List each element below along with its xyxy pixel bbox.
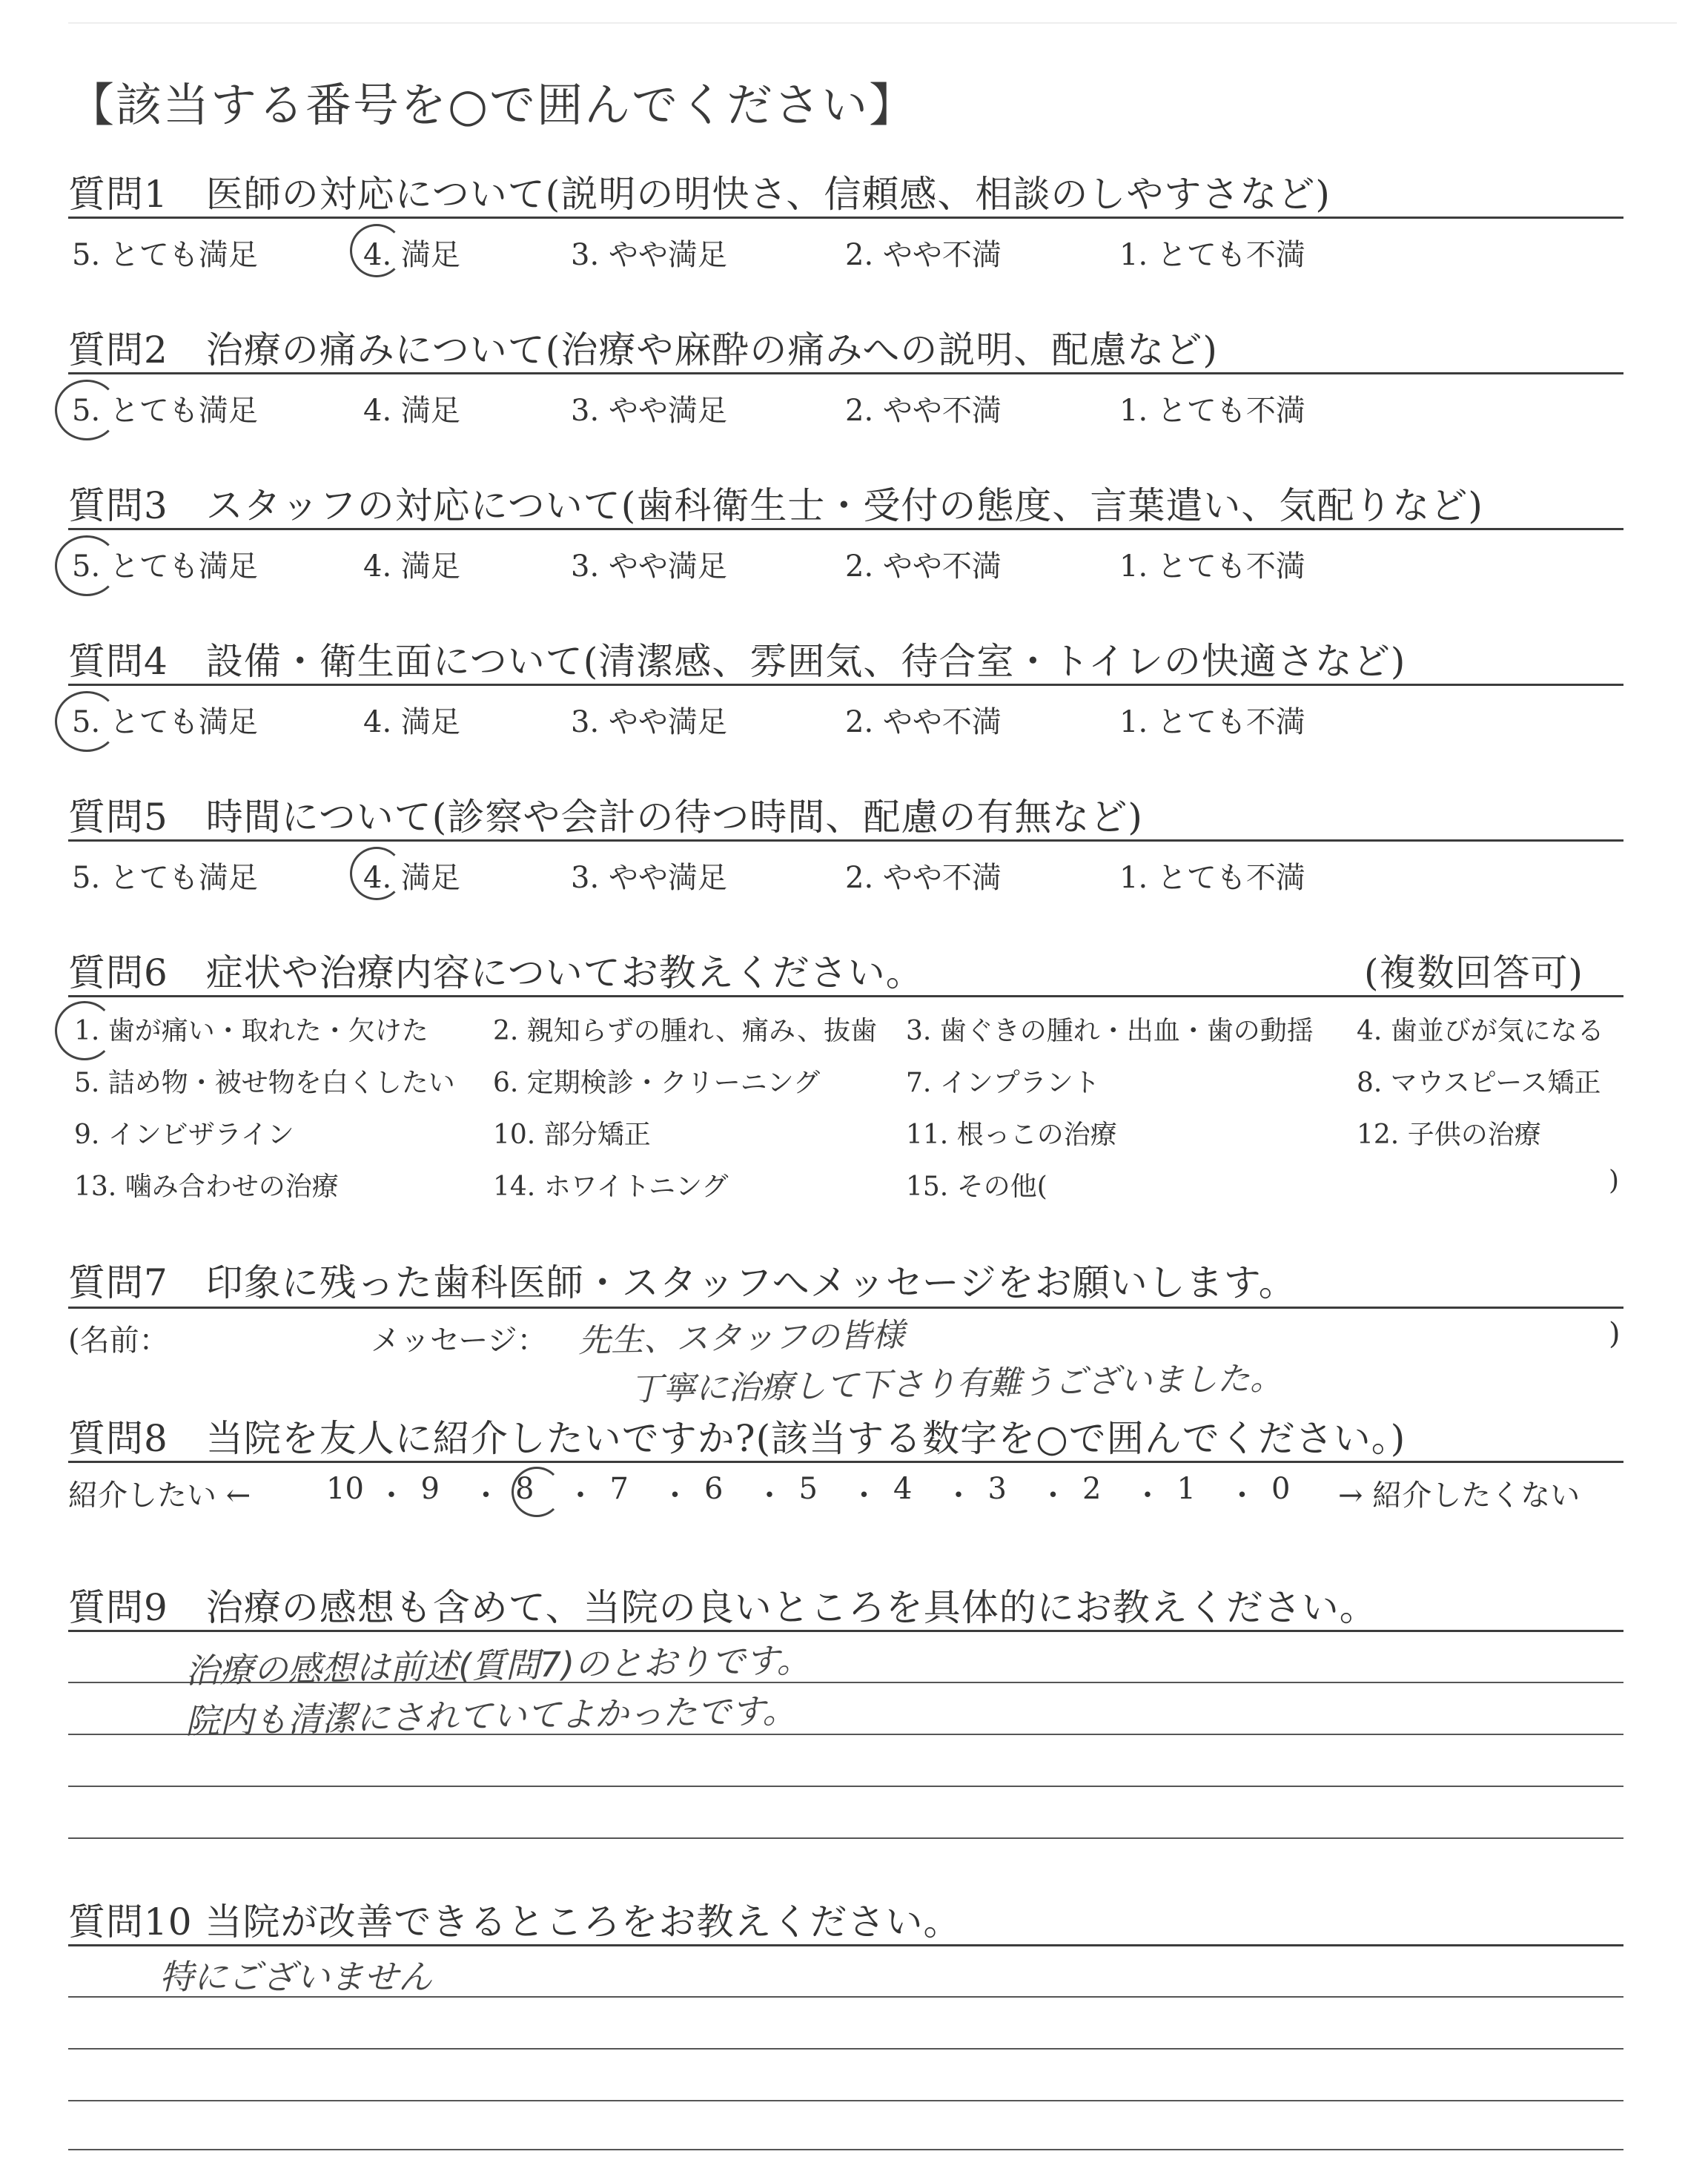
q10-title: 質問10 当院が改善できるところをお教えください。 [68, 1900, 961, 1943]
q10-line-4 [68, 2149, 1623, 2150]
q8-scale-separator: ・ [1227, 1479, 1257, 1513]
q6-item-2[interactable]: 2. 親知らずの腫れ、痛み、抜歯 [493, 1016, 878, 1046]
q9-rule [68, 1630, 1623, 1632]
q8-scale-value[interactable]: 10 [326, 1472, 364, 1506]
q8-scale-separator: ・ [471, 1479, 501, 1513]
q9-line-4 [68, 1837, 1623, 1839]
q7-message-handwriting-2: 丁寧に治療して下さり有難うございました。 [629, 1359, 1283, 1409]
q6-item-3[interactable]: 3. 歯ぐきの腫れ・出血・歯の動揺 [906, 1016, 1314, 1046]
q6-title: 質問6 症状や治療内容についてお教えください。 [68, 951, 924, 994]
q8-scale-value[interactable]: 2 [1082, 1472, 1102, 1506]
q2-option-2[interactable]: 2. やや不満 [845, 394, 1002, 428]
q4-answer-circle [55, 691, 119, 752]
q4-title: 質問4 設備・衛生面について(清潔感、雰囲気、待合室・トイレの快適さなど) [68, 640, 1406, 683]
q6-item-12[interactable]: 12. 子供の治療 [1357, 1120, 1541, 1150]
q5-option-2[interactable]: 2. やや不満 [845, 861, 1002, 895]
q8-scale-value[interactable]: 8 [515, 1472, 534, 1506]
q2-option-4[interactable]: 4. 満足 [363, 394, 460, 428]
q7-title: 質問7 印象に残った歯科医師・スタッフへメッセージをお願いします。 [68, 1261, 1297, 1304]
q8-scale-value[interactable]: 4 [893, 1472, 913, 1506]
q8-scale-value[interactable]: 7 [609, 1472, 629, 1506]
q1-option-4[interactable]: 4. 満足 [363, 238, 460, 272]
q6-item-4[interactable]: 4. 歯並びが気になる [1357, 1016, 1604, 1046]
q8-answer-circle [512, 1467, 562, 1517]
q10-rule [68, 1944, 1623, 1946]
q10-handwriting-1: 特にございません [159, 1957, 432, 1997]
q8-scale-separator: ・ [566, 1479, 595, 1513]
q3-option-2[interactable]: 2. やや不満 [845, 549, 1002, 584]
q8-title: 質問8 当院を友人に紹介したいですか?(該当する数字を○で囲んでください。) [68, 1417, 1406, 1460]
q8-scale-value[interactable]: 0 [1271, 1472, 1291, 1506]
q3-option-5[interactable]: 5. とても満足 [72, 549, 258, 584]
q8-scale-separator: ・ [660, 1479, 690, 1513]
q8-rule [68, 1461, 1623, 1463]
q6-item-6[interactable]: 6. 定期検診・クリーニング [493, 1068, 821, 1098]
q2-rule [68, 372, 1623, 374]
q7-name-label: (名前： [68, 1324, 169, 1358]
q7-message-handwriting-1: 先生、スタッフの皆様 [577, 1316, 905, 1360]
page-title: 【該当する番号を○で囲んでください】 [68, 78, 917, 132]
q8-scale-value[interactable]: 5 [798, 1472, 818, 1506]
q6-item-15[interactable]: 15. その他( [906, 1172, 1047, 1202]
q5-title: 質問5 時間について(診察や会計の待つ時間、配慮の有無など) [68, 796, 1143, 839]
q3-option-1[interactable]: 1. とても不満 [1119, 549, 1305, 584]
q6-item-13[interactable]: 13. 噛み合わせの治療 [74, 1172, 339, 1202]
q4-option-5[interactable]: 5. とても満足 [72, 705, 258, 739]
q2-option-1[interactable]: 1. とても不満 [1119, 394, 1305, 428]
q6-item-1[interactable]: 1. 歯が痛い・取れた・欠けた [74, 1016, 428, 1046]
q5-option-3[interactable]: 3. やや満足 [571, 861, 727, 895]
q9-title: 質問9 治療の感想も含めて、当院の良いところを具体的にお教えください。 [68, 1586, 1377, 1629]
q4-option-1[interactable]: 1. とても不満 [1119, 705, 1305, 739]
q2-option-5[interactable]: 5. とても満足 [72, 394, 258, 428]
q5-answer-circle [350, 847, 403, 900]
q4-option-3[interactable]: 3. やや満足 [571, 705, 727, 739]
q5-option-4[interactable]: 4. 満足 [363, 861, 460, 895]
q2-option-3[interactable]: 3. やや満足 [571, 394, 727, 428]
q8-scale-separator: ・ [377, 1479, 406, 1513]
q8-scale-value[interactable]: 1 [1176, 1472, 1196, 1506]
q5-option-1[interactable]: 1. とても不満 [1119, 861, 1305, 895]
q6-item-11[interactable]: 11. 根っこの治療 [906, 1120, 1117, 1150]
q1-option-1[interactable]: 1. とても不満 [1119, 238, 1305, 272]
q6-item-5[interactable]: 5. 詰め物・被せ物を白くしたい [74, 1068, 455, 1098]
q6-other-close-paren: ) [1609, 1166, 1620, 1196]
q3-title: 質問3 スタッフの対応について(歯科衛生士・受付の態度、言葉遣い、気配りなど) [68, 484, 1483, 527]
q4-rule [68, 684, 1623, 686]
q8-scale-separator: ・ [755, 1479, 784, 1513]
scan-top-edge [68, 22, 1677, 24]
q10-line-3 [68, 2100, 1623, 2101]
q8-scale-separator: ・ [1133, 1479, 1162, 1513]
q9-handwriting-2: 院内も清潔にされていてよかったです。 [185, 1690, 797, 1742]
q8-scale-value[interactable]: 6 [704, 1472, 724, 1506]
q4-option-2[interactable]: 2. やや不満 [845, 705, 1002, 739]
q6-item-14[interactable]: 14. ホワイトニング [493, 1172, 729, 1202]
q2-title: 質問2 治療の痛みについて(治療や麻酔の痛みへの説明、配慮など) [68, 328, 1218, 371]
q1-answer-circle [350, 224, 403, 277]
q4-option-4[interactable]: 4. 満足 [363, 705, 460, 739]
q2-answer-circle [55, 380, 119, 440]
q6-item-7[interactable]: 7. インプラント [906, 1068, 1100, 1098]
q7-message-label: メッセージ： [371, 1324, 547, 1358]
q1-title: 質問1 医師の対応について(説明の明快さ、信頼感、相談のしやすさなど) [68, 173, 1331, 216]
q9-handwriting-1: 治療の感想は前述(質問7)のとおりです。 [185, 1639, 811, 1691]
q8-scale-value[interactable]: 9 [420, 1472, 440, 1506]
q7-close-paren: ) [1609, 1317, 1621, 1351]
q3-answer-circle [55, 535, 119, 596]
q3-rule [68, 528, 1623, 530]
q8-scale-separator: ・ [944, 1479, 973, 1513]
q5-rule [68, 839, 1623, 842]
q8-left-label: 紹介したい ← [68, 1479, 251, 1513]
q3-option-4[interactable]: 4. 満足 [363, 549, 460, 584]
q1-option-5[interactable]: 5. とても満足 [72, 238, 258, 272]
q1-option-2[interactable]: 2. やや不満 [845, 238, 1002, 272]
q6-answer-circle [55, 1001, 114, 1060]
q3-option-3[interactable]: 3. やや満足 [571, 549, 727, 584]
q10-line-2 [68, 2048, 1623, 2050]
q8-scale-separator: ・ [849, 1479, 879, 1513]
q5-option-5[interactable]: 5. とても満足 [72, 861, 258, 895]
q8-scale-separator: ・ [1038, 1479, 1068, 1513]
q1-option-3[interactable]: 3. やや満足 [571, 238, 727, 272]
q6-note: (複数回答可) [1364, 951, 1584, 994]
q1-rule [68, 217, 1623, 219]
q8-scale-value[interactable]: 3 [987, 1472, 1007, 1506]
q8-right-label: → 紹介したくない [1338, 1479, 1580, 1513]
q6-item-9[interactable]: 9. インビザライン [74, 1120, 294, 1150]
q6-rule [68, 995, 1623, 997]
q6-item-8[interactable]: 8. マウスピース矯正 [1357, 1068, 1601, 1098]
q6-item-10[interactable]: 10. 部分矯正 [493, 1120, 651, 1150]
q9-line-3 [68, 1786, 1623, 1787]
